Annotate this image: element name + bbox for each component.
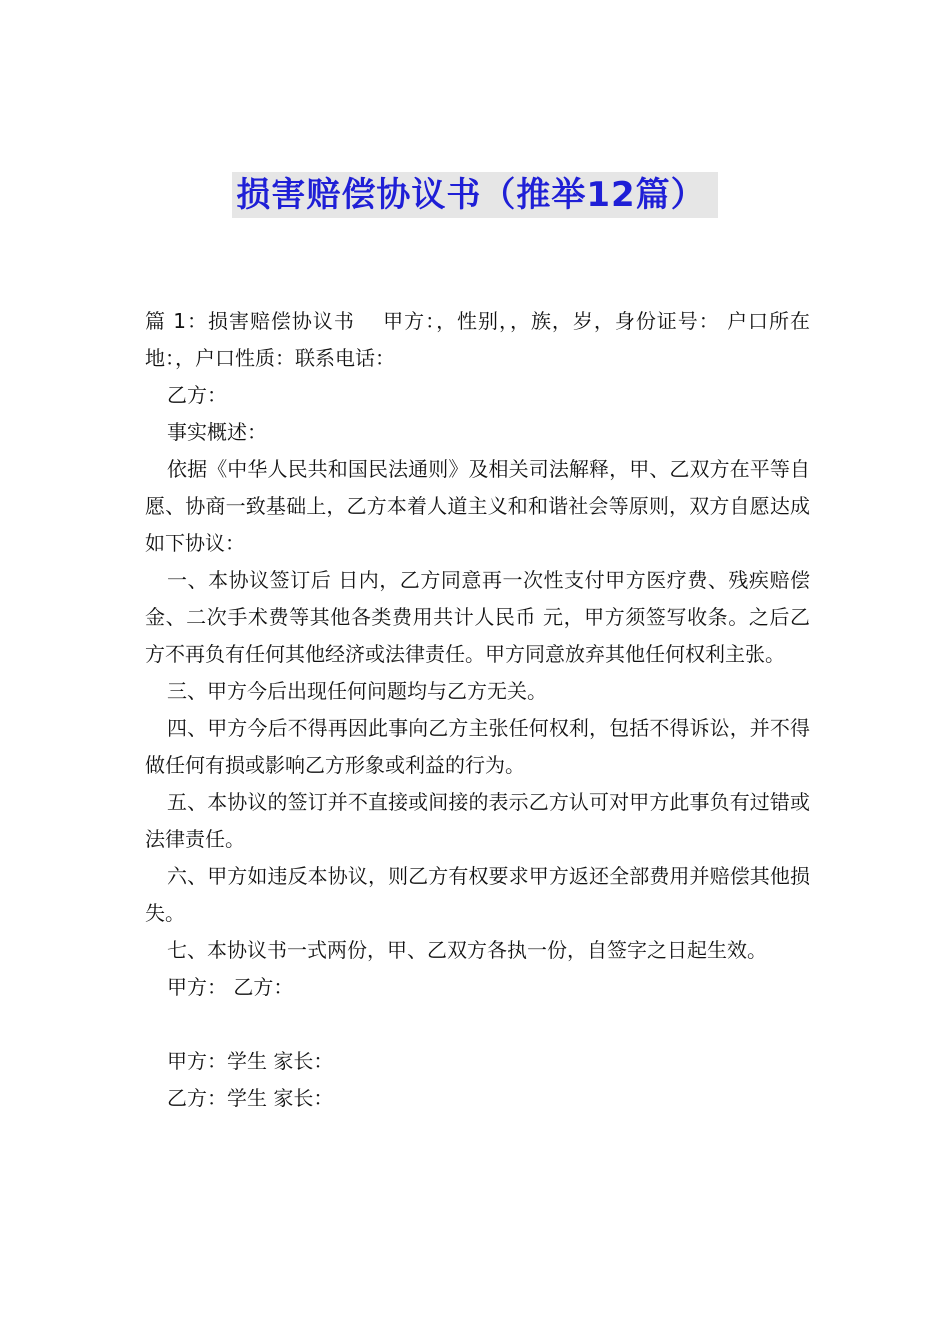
paragraph: 四、甲方今后不得再因此事向乙方主张任何权利，包括不得诉讼，并不得做任何有损或影响乙方形象或利益的行为。 [145,716,810,777]
paragraph: 五、本协议的签订并不直接或间接的表示乙方认可对甲方此事负有过错或法律责任。 [145,790,810,851]
paragraph: 乙方： [167,383,227,407]
paragraph: 篇 1：损害赔偿协议书 甲方：，性别，，族，岁，身份证号： 户口所在地：，户口性质：联系电话： [145,309,810,370]
signature-line: 甲方： 乙方： [167,975,294,999]
blank-line [145,1006,810,1043]
paragraph: 三、甲方今后出现任何问题均与乙方无关。 [167,679,547,703]
signature-line: 乙方：学生 家长： [167,1086,334,1110]
document-title: 损害赔偿协议书（推举12篇） [232,172,717,218]
paragraph: 依据《中华人民共和国民法通则》及相关司法解释，甲、乙双方在平等自愿、协商一致基础上，乙方本着人道主义和和谐社会等原则，双方自愿达成如下协议： [145,457,810,555]
signature-line: 甲方：学生 家长： [167,1049,334,1073]
paragraph: 七、本协议书一式两份，甲、乙双方各执一份，自签字之日起生效。 [167,938,767,962]
paragraph: 一、本协议签订后 日内，乙方同意再一次性支付甲方医疗费、残疾赔偿金、二次手术费等其他各类费用共计人民币 元，甲方须签写收条。之后乙方不再负有任何其他经济或法律责任。甲方同意放弃其他任何权利主张。 [145,568,810,666]
paragraph: 事实概述： [167,420,267,444]
paragraph: 六、甲方如违反本协议，则乙方有权要求甲方返还全部费用并赔偿其他损失。 [145,864,810,925]
document-body [145,303,810,1117]
title-wrap [0,172,950,218]
